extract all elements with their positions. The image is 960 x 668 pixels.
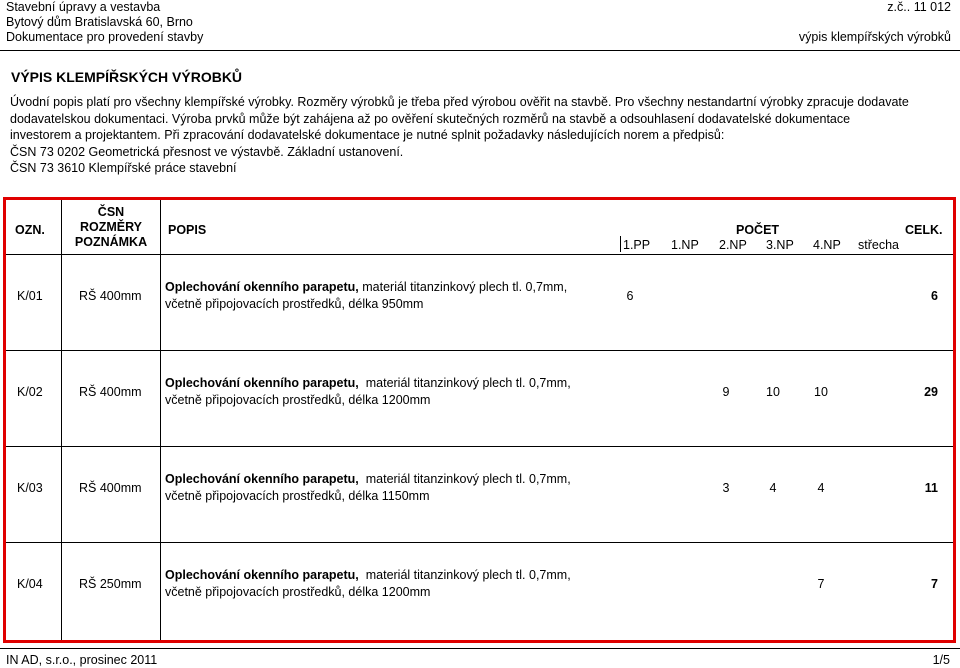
column-divider	[160, 200, 161, 640]
row-divider	[6, 446, 953, 447]
item-description	[165, 472, 571, 486]
description-detail: včetně připojovacích prostředků, délka 1150mm	[165, 489, 430, 503]
building-address: Bytový dům Bratislavská 60, Brno	[6, 15, 193, 29]
row-divider	[6, 542, 953, 543]
floor-label: 3.NP	[766, 238, 794, 252]
item-description	[165, 568, 571, 582]
item-size: RŠ 400mm	[79, 481, 142, 495]
floor-count: 4	[817, 481, 825, 495]
floor-label: 1.NP	[671, 238, 699, 252]
item-code: K/03	[17, 481, 43, 495]
column-celk: CELK.	[905, 223, 943, 237]
intro-line: dodavatelskou dokumentaci. Výroba prvků může být zahájena až po ověření skutečných rozměrů na stavbě a odsouhlasení dodavatelské dokumentace	[10, 111, 851, 126]
column-pocet: POČET	[736, 223, 780, 237]
documentation-type: Dokumentace pro provedení stavby	[6, 30, 204, 44]
standard-line: ČSN 73 3610 Klempířské práce stavební	[10, 161, 237, 175]
description-material: materiál titanzinkový plech tl. 0,7mm,	[358, 280, 568, 294]
floor-label: 2.NP	[719, 238, 747, 252]
column-divider	[61, 200, 62, 640]
description-material: materiál titanzinkový plech tl. 0,7mm,	[358, 568, 571, 582]
description-detail: včetně připojovacích prostředků, délka 950mm	[165, 297, 424, 311]
row-divider	[6, 350, 953, 351]
item-size: RŠ 400mm	[79, 289, 142, 303]
floor-count: 9	[722, 385, 730, 399]
description-material: materiál titanzinkový plech tl. 0,7mm,	[358, 376, 571, 390]
item-description	[165, 280, 567, 294]
item-total: 7	[931, 577, 938, 591]
document-name: výpis klempířských výrobků	[798, 30, 951, 44]
floor-count: 4	[769, 481, 777, 495]
header-divider	[0, 50, 960, 51]
item-total: 11	[924, 481, 938, 495]
standard-line: ČSN 73 0202 Geometrická přesnost ve výstavbě. Základní ustanovení.	[10, 144, 404, 159]
item-size: RŠ 250mm	[79, 577, 142, 591]
description-detail: včetně připojovacích prostředků, délka 1200mm	[165, 585, 431, 599]
floor-count: 10	[814, 385, 828, 399]
description-title: Oplechování okenního parapetu,	[165, 376, 359, 390]
floor-label: 4.NP	[813, 238, 841, 252]
header-left	[6, 0, 203, 45]
item-description	[165, 376, 571, 390]
column-divider	[620, 236, 621, 252]
description-title: Oplechování okenního parapetu,	[165, 472, 359, 486]
intro-text	[10, 94, 955, 177]
footer-divider	[0, 648, 960, 649]
item-code: K/01	[17, 289, 43, 303]
page-number: 1/5	[932, 653, 950, 667]
footer-company: IN AD, s.r.o., prosinec 2011	[6, 653, 158, 667]
item-total: 29	[924, 385, 938, 399]
item-size: RŠ 400mm	[79, 385, 142, 399]
order-number: z.č.. 11 012	[887, 0, 951, 14]
description-title: Oplechování okenního parapetu,	[165, 280, 359, 294]
floor-label: 1.PP	[623, 238, 651, 252]
intro-line: Úvodní popis platí pro všechny klempířské výrobky. Rozměry výrobků je třeba před výrobou ověřit na stavbě. Pro všechny nestandartní výrobky zpracuje dodavate	[10, 95, 909, 109]
description-material: materiál titanzinkový plech tl. 0,7mm,	[358, 472, 571, 486]
column-popis: POPIS	[168, 223, 207, 237]
item-code: K/02	[17, 385, 43, 399]
column-ozn: OZN.	[15, 223, 45, 237]
description-detail: včetně připojovacích prostředků, délka 1200mm	[165, 393, 431, 407]
page-title: VÝPIS KLEMPÍŘSKÝCH VÝROBKŮ	[11, 69, 243, 85]
description-title: Oplechování okenního parapetu,	[165, 568, 359, 582]
project-name: Stavební úpravy a vestavba	[6, 0, 161, 14]
item-total: 6	[931, 289, 938, 303]
floor-label: střecha	[858, 238, 899, 252]
header-divider	[6, 254, 953, 255]
item-code: K/04	[17, 577, 43, 591]
intro-line: investorem a projektantem. Při zpracování dodavatelské dokumentace je nutné splnit požadavky následujících norem a předpisů:	[10, 128, 725, 142]
floor-count: 7	[817, 577, 825, 591]
products-table	[3, 197, 956, 643]
column-csn: ČSN ROZMĚRY POZNÁMKA	[74, 205, 148, 249]
header-right	[799, 0, 951, 45]
floor-count: 10	[766, 385, 780, 399]
floor-count: 6	[626, 289, 634, 303]
floor-count: 3	[722, 481, 730, 495]
